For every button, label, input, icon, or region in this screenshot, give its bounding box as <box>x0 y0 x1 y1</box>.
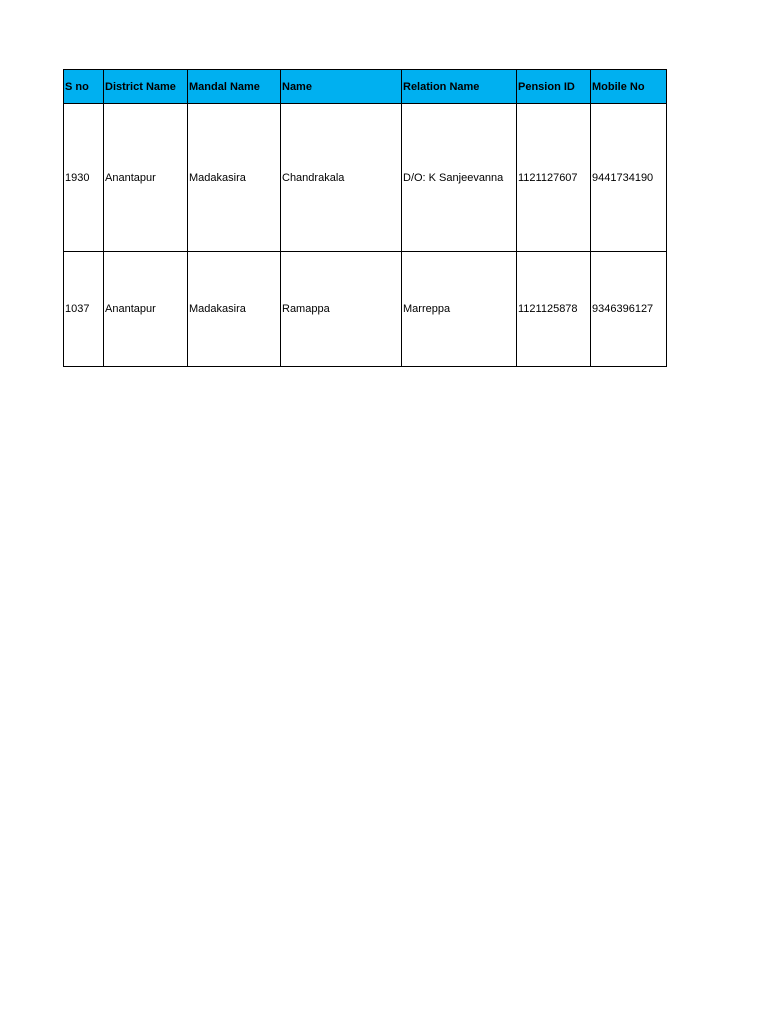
table-header-row <box>64 70 667 104</box>
column-header-pension-id: Pension ID <box>517 70 591 104</box>
column-header-relation-name: Relation Name <box>402 70 517 104</box>
column-header-mobile-no: Mobile No <box>591 70 667 104</box>
cell-s-no: 1930 <box>64 104 104 252</box>
cell-pension-id: 1121127607 <box>517 104 591 252</box>
pension-table <box>63 69 667 367</box>
column-header-name: Name <box>281 70 402 104</box>
cell-pension-id: 1121125878 <box>517 252 591 367</box>
cell-name: Chandrakala <box>281 104 402 252</box>
cell-mandal-name: Madakasira <box>188 252 281 367</box>
column-header-district-name: District Name <box>104 70 188 104</box>
table-row <box>64 104 667 252</box>
cell-mobile-no: 9346396127 <box>591 252 667 367</box>
cell-mandal-name: Madakasira <box>188 104 281 252</box>
cell-district-name: Anantapur <box>104 104 188 252</box>
cell-relation-name: D/O: K Sanjeevanna <box>402 104 517 252</box>
cell-name: Ramappa <box>281 252 402 367</box>
cell-relation-name: Marreppa <box>402 252 517 367</box>
cell-s-no: 1037 <box>64 252 104 367</box>
cell-mobile-no: 9441734190 <box>591 104 667 252</box>
cell-district-name: Anantapur <box>104 252 188 367</box>
column-header-mandal-name: Mandal Name <box>188 70 281 104</box>
table-row <box>64 252 667 367</box>
column-header-s-no: S no <box>64 70 104 104</box>
